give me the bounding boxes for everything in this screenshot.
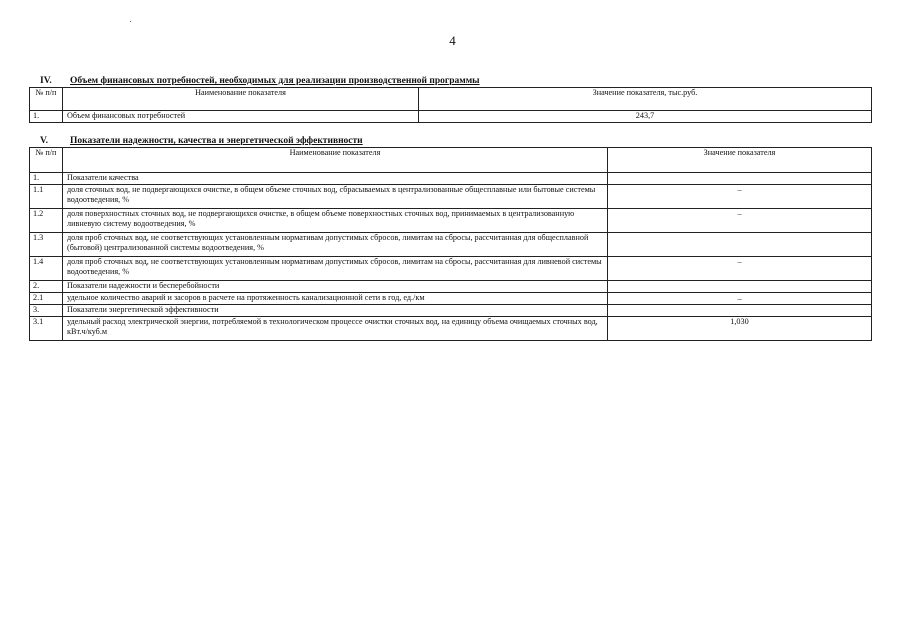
section-5-heading xyxy=(40,136,363,147)
row-num: 1.3 xyxy=(30,233,63,257)
row-value xyxy=(608,233,872,257)
section-4-title: Объем финансовых потребностей, необходимых для реализации производственной программы xyxy=(70,76,480,86)
row-name: доля сточных вод, не подвергающихся очистке, в общем объеме сточных вод, сбрасываемых в централизованные общесплавные или бытовые системы водоотведения, % xyxy=(63,185,608,209)
row-name: доля проб сточных вод, не соответствующих установленным нормативам допустимых сбросов, лимитам на сбросы, рассчитанная для ливневой системы водоотведения, % xyxy=(63,257,608,281)
header-num: № п/п xyxy=(30,88,63,111)
table-row xyxy=(30,209,872,233)
row-value xyxy=(608,305,872,317)
scan-speck xyxy=(130,21,131,22)
row-value: 243,7 xyxy=(419,111,872,123)
header-name: Наименование показателя xyxy=(63,148,608,173)
table-row xyxy=(30,257,872,281)
row-name: доля поверхностных сточных вод, не подвергающихся очистке, в общем объеме поверхностных сточных вод, принимаемых в централизованную ливневую систему водоотведения, % xyxy=(63,209,608,233)
row-value: – xyxy=(608,257,872,281)
row-name: Показатели качества xyxy=(63,173,608,185)
row-value: – xyxy=(608,293,872,305)
row-num: 2.1 xyxy=(30,293,63,305)
row-value xyxy=(608,173,872,185)
section-5-title: Показатели надежности, качества и энергетической эффективности xyxy=(70,136,363,146)
section-4-number: IV. xyxy=(40,76,52,86)
page-number: 4 xyxy=(449,33,456,48)
table-row xyxy=(30,233,872,257)
row-num: 1.4 xyxy=(30,257,63,281)
table-row xyxy=(30,281,872,293)
row-num: 1.1 xyxy=(30,185,63,209)
row-name: удельный расход электрической энергии, потребляемой в технологическом процессе очистки сточных вод, на единицу объема очищаемых сточных вод, кВт.ч/куб.м xyxy=(63,317,608,341)
row-value: – xyxy=(608,209,872,233)
row-value xyxy=(608,281,872,293)
section-5-number: V. xyxy=(40,136,49,146)
indicators-table xyxy=(29,147,872,341)
row-num: 2. xyxy=(30,281,63,293)
table-row xyxy=(30,317,872,341)
row-num: 3.1 xyxy=(30,317,63,341)
table-row xyxy=(30,111,872,123)
row-name: Показатели энергетической эффективности xyxy=(63,305,608,317)
table-row xyxy=(30,173,872,185)
row-num: 1. xyxy=(30,111,63,123)
table-header-row xyxy=(30,148,872,173)
table-header-row xyxy=(30,88,872,111)
financial-needs-table xyxy=(29,87,872,123)
row-value: 1,030 xyxy=(608,317,872,341)
row-value: – xyxy=(608,185,872,209)
table-row xyxy=(30,293,872,305)
row-name: Объем финансовых потребностей xyxy=(63,111,419,123)
header-value: Значение показателя, тыс.руб. xyxy=(419,88,872,111)
row-num: 1.2 xyxy=(30,209,63,233)
header-name: Наименование показателя xyxy=(63,88,419,111)
row-num: 3. xyxy=(30,305,63,317)
row-name: доля проб сточных вод, не соответствующих установленным нормативам допустимых сбросов, лимитам на сбросы, рассчитанная для общесплавной (бытовой) централизованной системы водоотведения, % xyxy=(63,233,608,257)
row-name: Показатели надежности и бесперебойности xyxy=(63,281,608,293)
row-name: удельное количество аварий и засоров в расчете на протяженность канализационной сети в год, ед./км xyxy=(63,293,608,305)
header-value: Значение показателя xyxy=(608,148,872,173)
table-row xyxy=(30,185,872,209)
header-num: № п/п xyxy=(30,148,63,173)
section-4-heading xyxy=(40,76,480,87)
table-row xyxy=(30,305,872,317)
row-num: 1. xyxy=(30,173,63,185)
